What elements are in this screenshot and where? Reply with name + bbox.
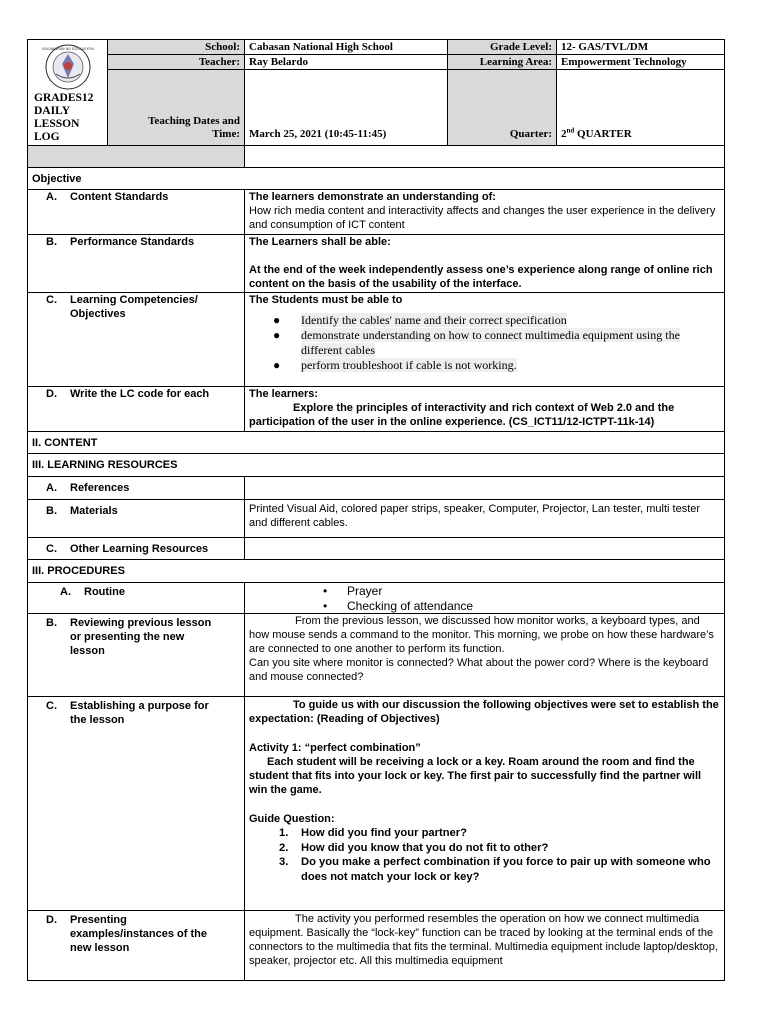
content-standards-label: A. Content Standards	[28, 190, 245, 235]
routine-label: A. Routine	[28, 583, 245, 614]
presenting-label: D. Presenting examples/instances of the new lesson	[28, 911, 245, 981]
teaching-dates-label-line2: Time:	[212, 128, 240, 140]
purpose-value: To guide us with our discussion the following objectives were set to establish the expectation: (Reading of Objectives) Activity 1: “perfect combination” Each student will be receiving a lock or a key. Roam around the room and find the student that fits into your lock or key. The first pair to successfully find the partner will win the game. Guide Question: 1. How did you find your partner? 2. How did you know that you do not fit to other? 3. Do you make a perfect combination if you force to pair up with someone who does not match your lock or key?	[245, 697, 725, 911]
svg-text:KAGAWARAN NG EDUKASYON: KAGAWARAN NG EDUKASYON	[42, 47, 94, 51]
list-item: 3. Do you make a perfect combination if you force to pair up with someone who does not match your lock or key?	[279, 856, 711, 883]
other-resources-value	[245, 538, 725, 560]
quarter-label: Quarter:	[448, 70, 557, 146]
grade-level-label: Grade Level:	[448, 40, 557, 55]
performance-standards-value: The Learners shall be able: At the end of the week independently assess one’s experience along range of online rich content on the basis of the usability of the interface.	[245, 235, 725, 293]
learning-area-value: Empowerment Technology	[557, 55, 725, 70]
references-label: A. References	[28, 477, 245, 500]
quarter-value: 2nd QUARTER	[557, 70, 725, 146]
learning-area-label: Learning Area:	[448, 55, 557, 70]
list-item: ● Identify the cables' name and their correct specification	[273, 313, 567, 327]
section-objective: Objective	[28, 168, 725, 190]
section-procedures: III. PROCEDURES	[28, 560, 725, 583]
reviewing-label: B. Reviewing previous lesson or presenting the new lesson	[28, 614, 245, 697]
header-spacer-grey	[28, 146, 245, 168]
list-item: ● demonstrate understanding on how to connect multimedia equipment using the different cables	[273, 328, 680, 357]
routine-list	[249, 584, 720, 613]
school-label: School:	[108, 40, 245, 55]
teaching-dates-label-cell	[108, 70, 245, 146]
purpose-label: C. Establishing a purpose for the lesson	[28, 697, 245, 911]
performance-standards-label: B. Performance Standards	[28, 235, 245, 293]
guide-questions-list	[249, 826, 720, 884]
list-item: 2. How did you know that you do not fit to other?	[279, 841, 549, 854]
grade-level-value: 12- GAS/TVL/DM	[557, 40, 725, 55]
lc-code-label: D. Write the LC code for each	[28, 387, 245, 432]
routine-value	[245, 583, 725, 614]
header-spacer	[245, 146, 725, 168]
teaching-dates-value: March 25, 2021 (10:45-11:45)	[245, 70, 448, 146]
materials-label: B. Materials	[28, 500, 245, 538]
other-resources-label: C. Other Learning Resources	[28, 538, 245, 560]
list-item: ● perform troubleshoot if cable is not working.	[273, 358, 517, 372]
teacher-value: Ray Belardo	[245, 55, 448, 70]
lc-code-value: The learners: Explore the principles of interactivity and rich context of Web 2.0 and the participation of the user in the online experience. (CS_ICT11/12-ICTPT-11k-14)	[245, 387, 725, 432]
section-content: II. CONTENT	[28, 432, 725, 454]
list-item: • Prayer	[323, 584, 383, 598]
daily-lesson-log-table	[27, 39, 725, 981]
teaching-dates-label-line1: Teaching Dates and	[148, 115, 240, 127]
learning-competencies-value: The Students must be able to ● Identify the cables' name and their correct specification ● demonstrate understanding on how to connect multimedia equipment using the different cables ● perform troubleshoot if cable is not working.	[245, 293, 725, 387]
school-value: Cabasan National High School	[245, 40, 448, 55]
materials-value: Printed Visual Aid, colored paper strips, speaker, Computer, Projector, Lan tester, multi tester and different cables.	[245, 500, 725, 538]
content-standards-value: The learners demonstrate an understanding of: How rich media content and interactivity affects and changes the user experience in the delivery and consumption of ICT content	[245, 190, 725, 235]
references-value	[245, 477, 725, 500]
deped-seal-icon	[36, 44, 100, 90]
list-item: 1. How did you find your partner?	[279, 827, 467, 839]
list-item: • Checking of attendance	[323, 598, 474, 613]
grades-daily-lesson-log-label: GRADES12 DAILY LESSON LOG	[34, 92, 94, 143]
reviewing-value: From the previous lesson, we discussed how monitor works, a keyboard types, and how mouse sends a command to the monitor. This morning, we probe on how these hardware’s are connected to one another to perform its function. Can you site where monitor is connected? What about the power cord? Where is the keyboard and mouse connected?	[245, 614, 725, 697]
presenting-value: The activity you performed resembles the operation on how we connect multimedia equipment. Basically the “lock-key” function can be traced by looking at the terminal ends of the connectors to the multimedia that fits the terminal. Multimedia equipment include laptop/desktop, speaker, projector etc. All this multimedia equipment	[245, 911, 725, 981]
competencies-list	[249, 313, 720, 373]
header-logo-cell	[28, 40, 108, 146]
section-learning-resources: III. LEARNING RESOURCES	[28, 454, 725, 477]
teacher-label: Teacher:	[108, 55, 245, 70]
learning-competencies-label: C. Learning Competencies/ Objectives	[28, 293, 245, 387]
